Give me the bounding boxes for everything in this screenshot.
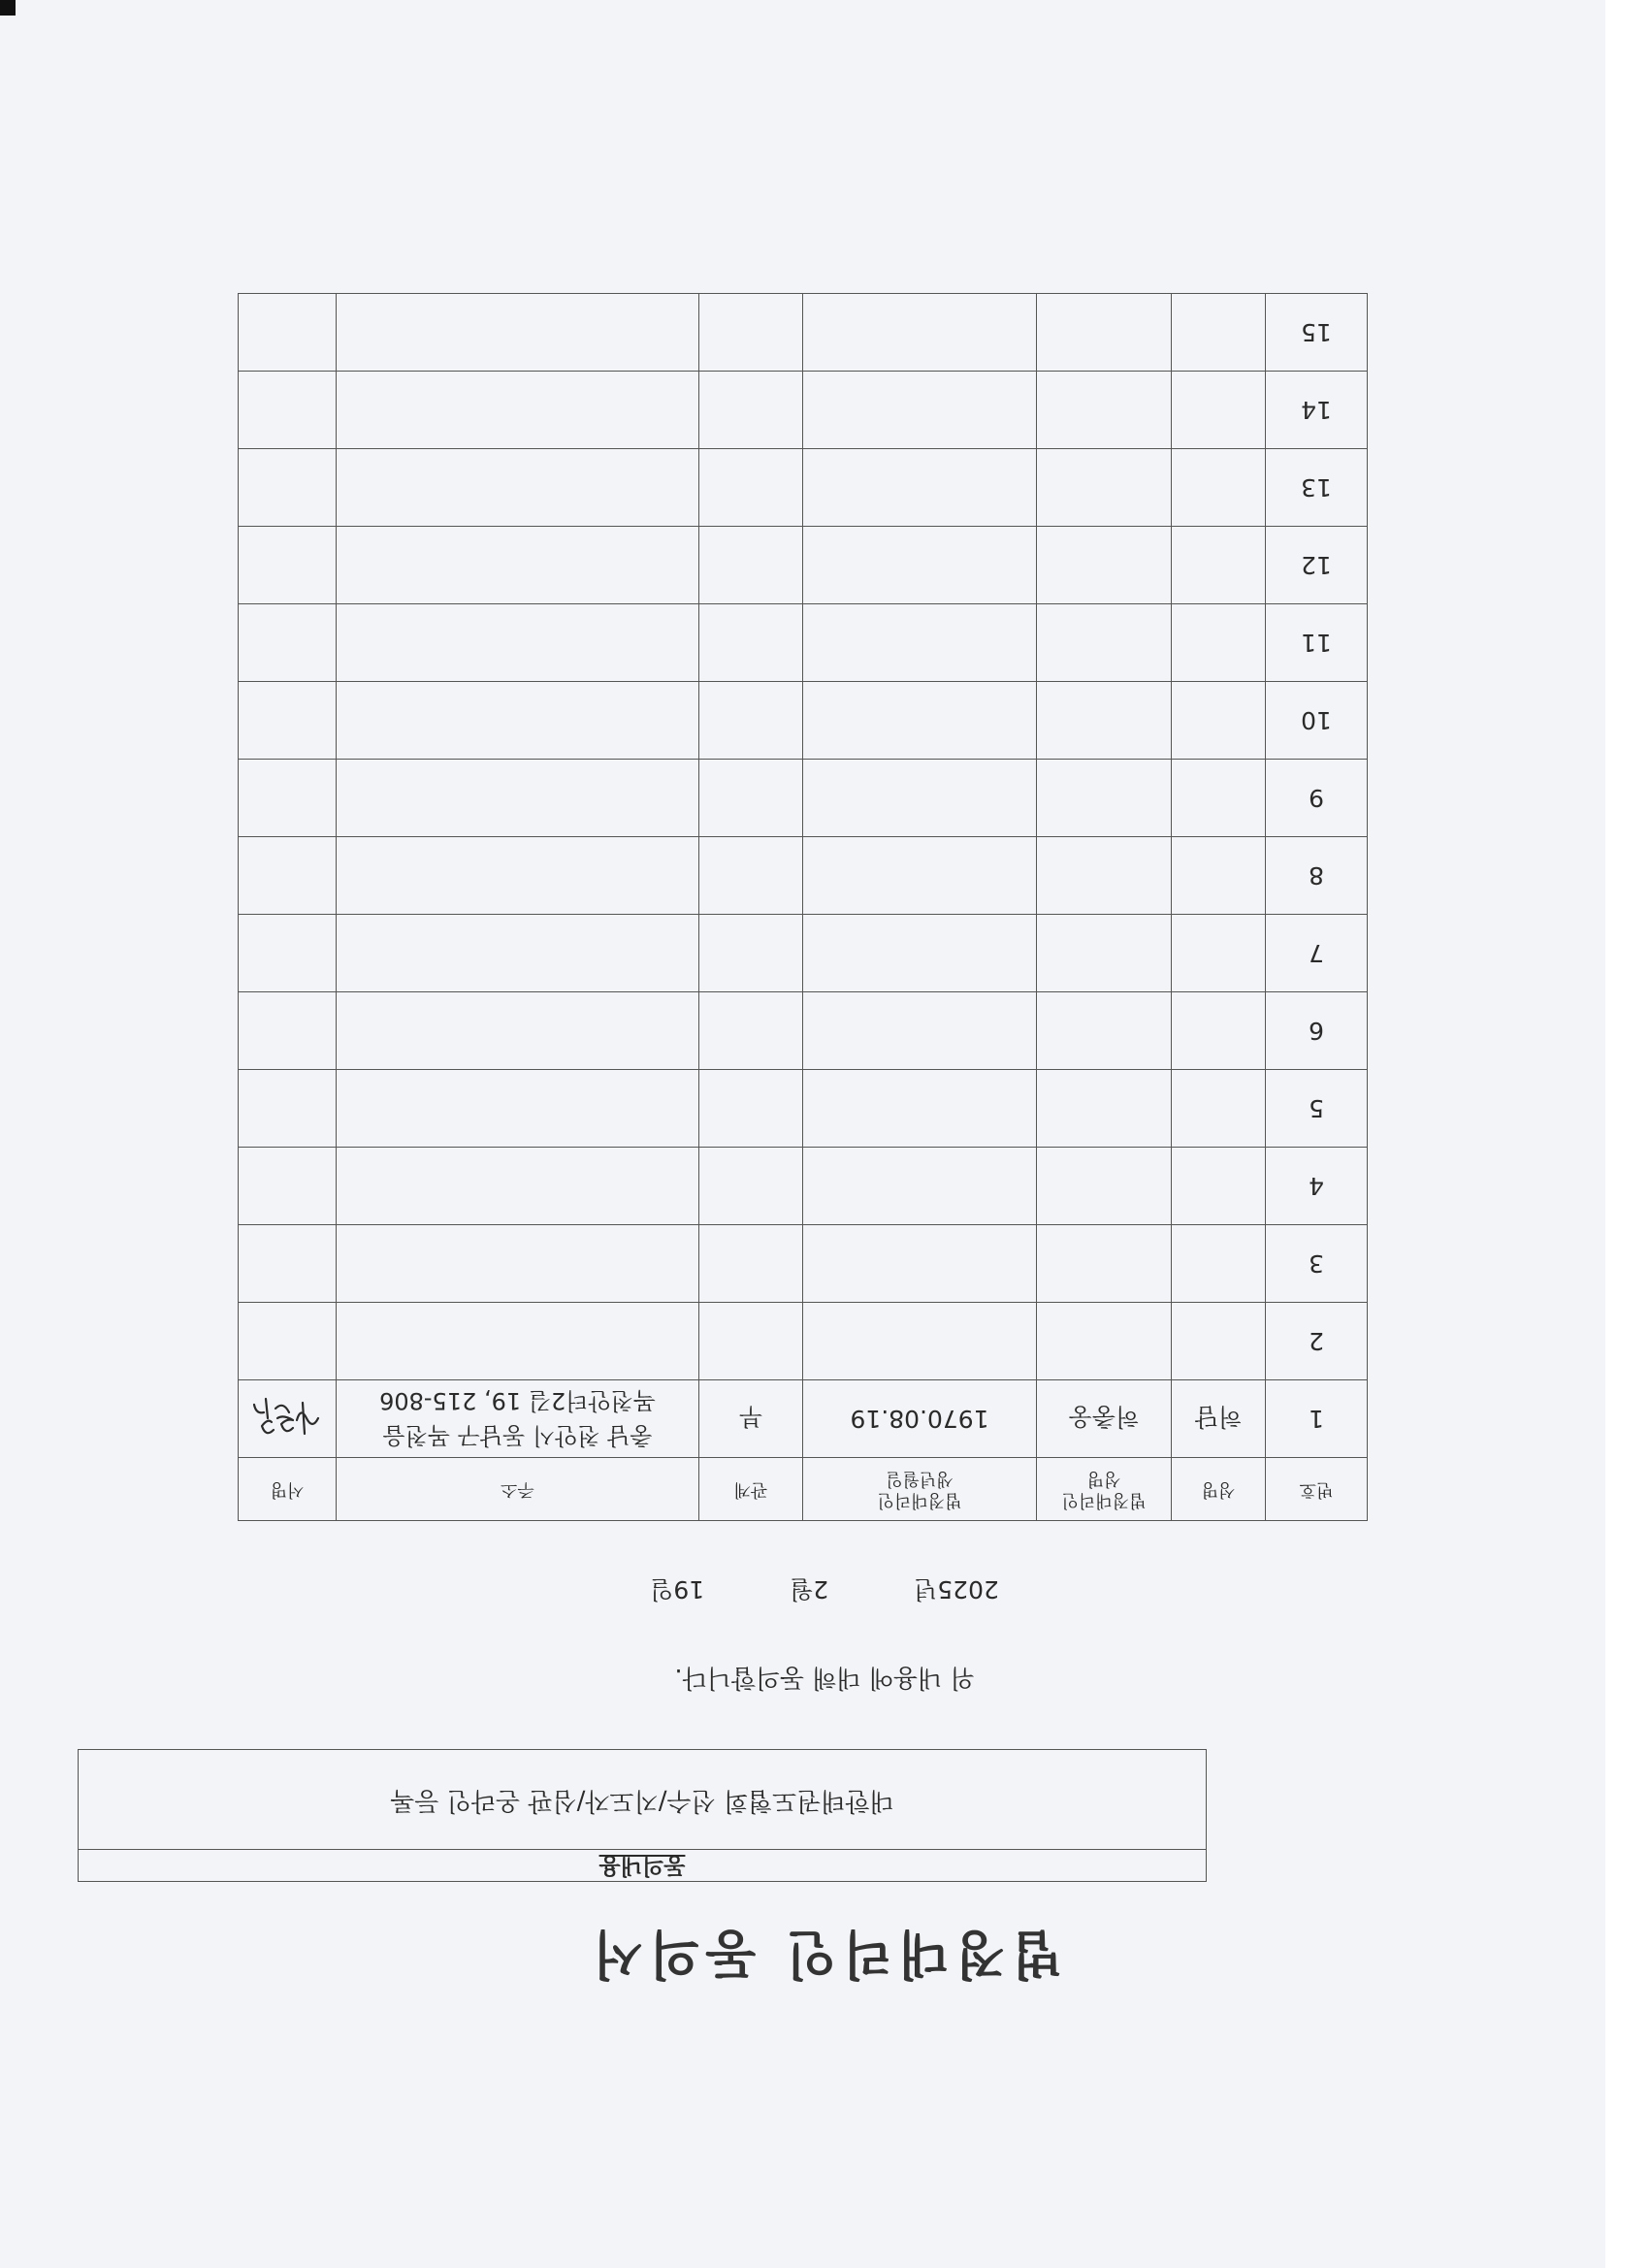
cell-address: [337, 372, 699, 449]
header-guardian-name-line1: 법정대리인: [1061, 1490, 1147, 1510]
cell-guardian-name: [1037, 1303, 1172, 1380]
cell-no: 11: [1266, 604, 1368, 682]
cell-address: [337, 1303, 699, 1380]
cell-relation: [699, 527, 803, 604]
cell-guardian-name: [1037, 294, 1172, 372]
date-day: 19일: [650, 1575, 705, 1604]
cell-guardian-birth: [803, 1303, 1037, 1380]
table-row: [239, 1303, 1368, 1380]
cell-guardian-birth: [803, 760, 1037, 837]
cell-guardian-birth: [803, 1148, 1037, 1225]
cell-guardian-birth: [803, 372, 1037, 449]
cell-guardian-name: [1037, 527, 1172, 604]
cell-relation: [699, 682, 803, 760]
cell-signature: [239, 1148, 337, 1225]
cell-guardian-birth: [803, 837, 1037, 915]
cell-signature: [239, 1225, 337, 1303]
cell-relation: [699, 760, 803, 837]
cell-guardian-name: [1037, 760, 1172, 837]
cell-guardian-birth: [803, 449, 1037, 527]
cell-address: [337, 527, 699, 604]
cell-guardian-name: [1037, 1148, 1172, 1225]
table-row: [239, 1380, 1368, 1458]
cell-guardian-birth: [803, 682, 1037, 760]
cell-no: 3: [1266, 1225, 1368, 1303]
date-month: 2월: [790, 1575, 829, 1604]
cell-signature: [239, 372, 337, 449]
cell-guardian-birth: [803, 604, 1037, 682]
table-row: [239, 527, 1368, 604]
header-guardian-name-line2: 성명: [1086, 1469, 1121, 1489]
cell-name: [1172, 372, 1266, 449]
header-guardian-name: [1037, 1458, 1172, 1521]
cell-no: 1: [1266, 1380, 1368, 1458]
table-row: [239, 449, 1368, 527]
cell-relation: [699, 294, 803, 372]
cell-address: [337, 1070, 699, 1148]
cell-relation: [699, 372, 803, 449]
cell-relation: 부: [699, 1380, 803, 1458]
cell-guardian-birth: [803, 1070, 1037, 1148]
cell-relation: [699, 992, 803, 1070]
cell-no: 9: [1266, 760, 1368, 837]
cell-name: [1172, 1225, 1266, 1303]
cell-no: 8: [1266, 837, 1368, 915]
cell-guardian-birth: [803, 992, 1037, 1070]
cell-name: [1172, 449, 1266, 527]
table-row: [239, 1070, 1368, 1148]
cell-guardian-birth: [803, 294, 1037, 372]
cell-address: [337, 760, 699, 837]
cell-name: [1172, 1303, 1266, 1380]
date-line: [0, 1573, 1649, 1608]
cell-signature: [239, 604, 337, 682]
cell-signature: [239, 837, 337, 915]
consent-box: [78, 1749, 1207, 1882]
cell-guardian-name: [1037, 604, 1172, 682]
cell-relation: [699, 1148, 803, 1225]
cell-signature: [239, 682, 337, 760]
address-line-2: 목천안터2길 19, 215-806: [379, 1387, 656, 1415]
document-title: 법정대리인 동의서: [586, 1924, 1063, 1985]
cell-signature: [239, 1303, 337, 1380]
cell-address: [337, 1148, 699, 1225]
cell-guardian-name: [1037, 1070, 1172, 1148]
header-guardian-birth-line1: 법정대리인: [877, 1490, 962, 1510]
cell-address: [337, 604, 699, 682]
table-header-row: [239, 1458, 1368, 1521]
cell-signature: [239, 294, 337, 372]
agreement-statement: 위 내용에 대해 동의합니다.: [674, 1663, 975, 1692]
cell-name: [1172, 760, 1266, 837]
cell-guardian-name: [1037, 682, 1172, 760]
cell-guardian-name: [1037, 449, 1172, 527]
cell-address: [337, 915, 699, 992]
cell-signature: [239, 449, 337, 527]
cell-relation: [699, 837, 803, 915]
cell-signature: [239, 527, 337, 604]
cell-name: [1172, 837, 1266, 915]
cell-no: 7: [1266, 915, 1368, 992]
cell-no: 10: [1266, 682, 1368, 760]
cell-guardian-name: [1037, 915, 1172, 992]
cell-guardian-name: [1037, 1225, 1172, 1303]
cell-guardian-birth: [803, 915, 1037, 992]
cell-name: 허담: [1172, 1380, 1266, 1458]
cell-name: [1172, 682, 1266, 760]
cell-guardian-birth: [803, 527, 1037, 604]
header-address: 주소: [337, 1458, 699, 1521]
cell-name: [1172, 294, 1266, 372]
cell-guardian-birth: 1970.08.19: [803, 1380, 1037, 1458]
handwritten-signature: [248, 1390, 326, 1448]
table-row: [239, 604, 1368, 682]
table-row: [239, 837, 1368, 915]
cell-address: [337, 992, 699, 1070]
cell-name: [1172, 604, 1266, 682]
cell-no: 15: [1266, 294, 1368, 372]
cell-no: 4: [1266, 1148, 1368, 1225]
cell-signature: [239, 760, 337, 837]
cell-no: 12: [1266, 527, 1368, 604]
table-row: [239, 992, 1368, 1070]
cell-signature: [239, 1380, 337, 1458]
cell-address: [337, 1225, 699, 1303]
cell-signature: [239, 915, 337, 992]
cell-relation: [699, 915, 803, 992]
table-row: [239, 682, 1368, 760]
table-row: [239, 372, 1368, 449]
cell-no: 6: [1266, 992, 1368, 1070]
cell-name: [1172, 992, 1266, 1070]
header-no: 번호: [1266, 1458, 1368, 1521]
header-signature: 서명: [239, 1458, 337, 1521]
consent-header: 동의내용: [79, 1849, 1206, 1881]
cell-guardian-name: [1037, 992, 1172, 1070]
cell-signature: [239, 1070, 337, 1148]
cell-guardian-name: 허충웅: [1037, 1380, 1172, 1458]
header-guardian-birth-line2: 생년월일: [886, 1469, 954, 1489]
cell-guardian-name: [1037, 837, 1172, 915]
table-row: [239, 760, 1368, 837]
table-row: [239, 1225, 1368, 1303]
cell-signature: [239, 992, 337, 1070]
cell-name: [1172, 1070, 1266, 1148]
cell-relation: [699, 1070, 803, 1148]
cell-no: 14: [1266, 372, 1368, 449]
table-row: [239, 1148, 1368, 1225]
header-guardian-birth: [803, 1458, 1037, 1521]
guardian-table: [238, 293, 1368, 1521]
cell-no: 5: [1266, 1070, 1368, 1148]
cell-no: 2: [1266, 1303, 1368, 1380]
header-relation: 관계: [699, 1458, 803, 1521]
cell-name: [1172, 527, 1266, 604]
header-name: 성명: [1172, 1458, 1266, 1521]
cell-address: [337, 837, 699, 915]
cell-relation: [699, 449, 803, 527]
cell-relation: [699, 1225, 803, 1303]
cell-relation: [699, 1303, 803, 1380]
cell-name: [1172, 1148, 1266, 1225]
cell-guardian-birth: [803, 1225, 1037, 1303]
cell-name: [1172, 915, 1266, 992]
cell-address: [337, 682, 699, 760]
table-row: [239, 915, 1368, 992]
cell-no: 13: [1266, 449, 1368, 527]
table-row: [239, 294, 1368, 372]
cell-address: [337, 294, 699, 372]
date-year: 2025년: [914, 1575, 999, 1604]
cell-address: [337, 449, 699, 527]
consent-body: 대한태권도협회 선수/지도자/심판 온라인 등록: [390, 1786, 894, 1815]
address-line-1: 충남 천안시 동남구 목천읍: [382, 1422, 653, 1450]
cell-relation: [699, 604, 803, 682]
cell-guardian-name: [1037, 372, 1172, 449]
cell-address: [337, 1380, 699, 1458]
